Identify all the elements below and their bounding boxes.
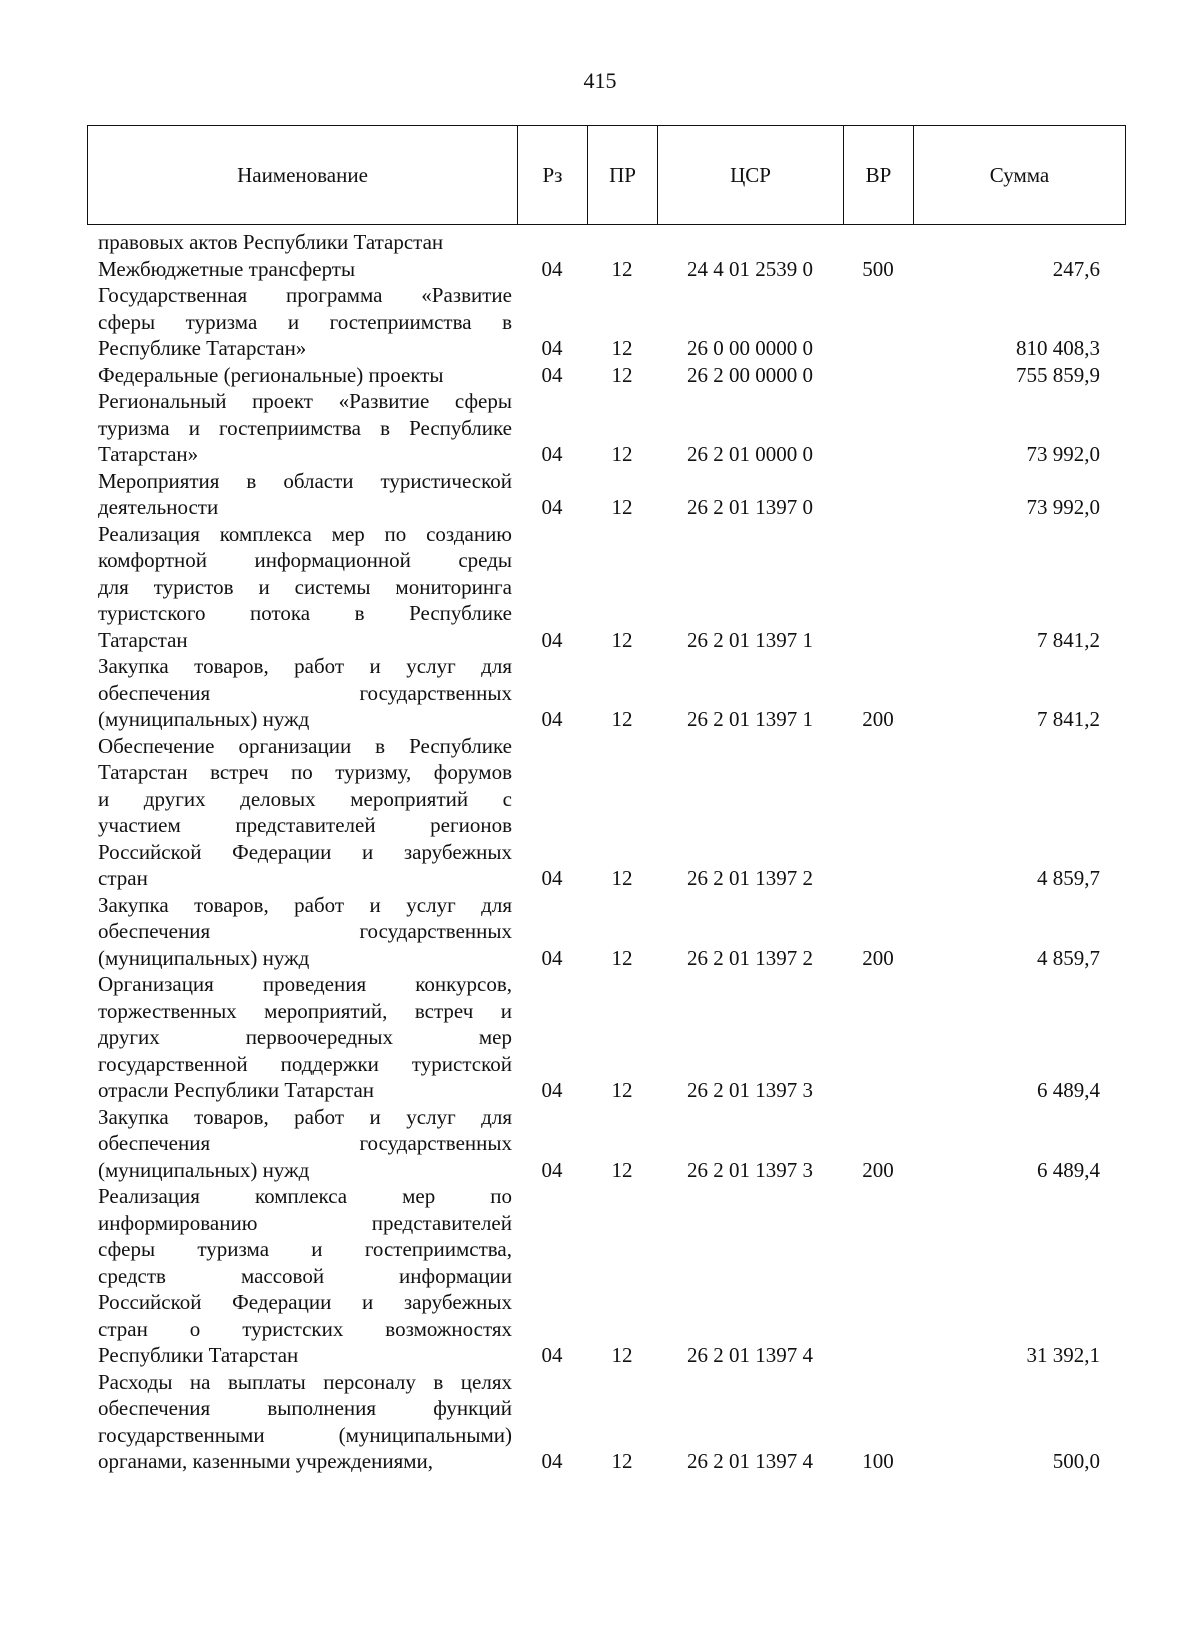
row-name-line: Татарстан [98,627,188,652]
table-header [87,125,1126,225]
row-name-line: правовых актов Республики Татарстан [98,230,444,254]
row-csr: 26 2 01 1397 0 [687,495,813,519]
row-name-line: (муниципальных) нужд [98,707,310,731]
row-sum: 4 859,7 [1037,945,1100,970]
row-name [87,229,517,256]
row-name-line: Реализация комплекса мер по созданию [98,521,512,546]
row-name-line: информированию представителей [98,1210,512,1235]
row-sum: 31 392,1 [1026,1343,1100,1367]
row-name [87,256,517,283]
row-name [87,1183,517,1369]
row-name [87,892,517,972]
row-sum: 73 992,0 [1026,495,1100,519]
row-sum: 755 859,9 [1016,362,1100,387]
row-csr: 26 2 01 1397 4 [687,1449,813,1473]
row-pr: 12 [611,945,633,970]
row-name [87,1104,517,1184]
row-name-line: Татарстан встреч по туризму, форумов [98,760,512,784]
row-name [87,971,517,1104]
row-csr: 26 2 01 0000 0 [687,442,813,466]
row-name-line: Государственная программа «Развитие [98,283,512,307]
row-csr: 26 2 00 0000 0 [687,362,813,387]
row-name-line: обеспечения выполнения функций [98,1396,512,1420]
row-pr: 12 [611,707,633,731]
header-vr: ВР [844,126,914,225]
row-sum: 73 992,0 [1026,442,1100,466]
row-rz: 04 [541,362,563,387]
table-row [87,1104,1125,1184]
table-row [87,282,1125,362]
row-pr: 12 [611,442,633,466]
row-pr: 12 [611,1078,633,1102]
row-csr: 26 2 01 1397 2 [687,866,813,890]
row-sum: 500,0 [1052,1449,1100,1473]
header-csr: ЦСР [658,126,844,225]
row-name-line: Реализация комплекса мер по [98,1184,512,1208]
table-row [87,468,1125,521]
row-name-line: государственной поддержки туристской [98,1051,512,1076]
row-rz: 04 [541,627,563,652]
row-name-line: Закупка товаров, работ и услуг для [98,1104,512,1129]
row-rz: 04 [541,442,563,466]
row-name-line: обеспечения государственных [98,1131,512,1155]
row-name-line: стран о туристских возможностях [98,1316,512,1341]
row-csr: 26 2 01 1397 2 [687,945,813,970]
row-name-line: Закупка товаров, работ и услуг для [98,892,512,917]
row-csr: 26 2 01 1397 1 [687,707,813,731]
header-pr: ПР [588,126,658,225]
row-name-line: органами, казенными учреждениями, [98,1449,434,1473]
row-sum: 810 408,3 [1016,336,1100,360]
row-csr: 26 2 01 1397 3 [687,1078,813,1102]
table-row [87,256,1125,283]
row-name-line: Региональный проект «Развитие сферы [98,389,512,413]
row-rz: 04 [541,707,563,731]
table-row [87,1183,1125,1369]
row-name-line: стран [98,866,148,890]
row-name-line: участием представителей регионов [98,813,512,837]
row-name [87,282,517,362]
row-pr: 12 [611,1449,633,1473]
row-sum: 7 841,2 [1037,707,1100,731]
row-name-line: Российской Федерации и зарубежных [98,1290,512,1314]
row-name-line: и других деловых мероприятий с [98,786,512,811]
table-row [87,733,1125,892]
row-sum: 6 489,4 [1037,1078,1100,1102]
row-name-line: Мероприятия в области туристической [98,468,512,493]
header-sum: Сумма [914,126,1126,225]
row-pr: 12 [611,1157,633,1182]
table-row [87,892,1125,972]
table-row [87,1369,1125,1475]
row-name-line: для туристов и системы мониторинга [98,574,512,599]
row-csr: 26 2 01 1397 3 [687,1157,813,1182]
row-rz: 04 [541,256,563,281]
row-sum: 7 841,2 [1037,627,1100,652]
row-sum: 6 489,4 [1037,1157,1100,1182]
row-pr: 12 [611,866,633,890]
row-name-line: туризма и гостеприимства в Республике [98,415,512,440]
row-rz: 04 [541,495,563,519]
row-rz: 04 [541,1449,563,1473]
table-row [87,521,1125,654]
row-pr: 12 [611,1343,633,1367]
row-rz: 04 [541,1078,563,1102]
row-pr: 12 [611,495,633,519]
row-name [87,733,517,892]
row-name-line: сферы туризма и гостеприимства в [98,309,512,334]
row-vr: 100 [862,1449,894,1473]
table-row [87,362,1125,389]
row-csr: 24 4 01 2539 0 [687,256,813,281]
page-number: 415 [583,68,617,93]
row-rz: 04 [541,1343,563,1367]
row-name-line: Закупка товаров, работ и услуг для [98,654,512,678]
row-vr: 200 [862,707,894,731]
row-rz: 04 [541,1157,563,1182]
row-name [87,388,517,468]
table-row [87,388,1125,468]
row-name-line: туристского потока в Республике [98,601,512,625]
header-name: Наименование [88,126,518,225]
row-csr: 26 2 01 1397 4 [687,1343,813,1367]
table-row [87,653,1125,733]
row-sum: 247,6 [1052,256,1100,281]
row-name-line: торжественных мероприятий, встреч и [98,998,512,1023]
row-name-line: Федеральные (региональные) проекты [98,362,444,387]
row-name-line: государственными (муниципальными) [98,1422,512,1447]
row-name-line: других первоочередных мер [98,1025,512,1049]
row-name [87,468,517,521]
row-name-line: (муниципальных) нужд [98,1157,310,1182]
row-name-line: Обеспечение организации в Республике [98,733,512,758]
header-rz: Рз [518,126,588,225]
row-name-line: сферы туризма и гостеприимства, [98,1237,512,1261]
row-pr: 12 [611,362,633,387]
row-name-line: (муниципальных) нужд [98,945,310,970]
row-csr: 26 0 00 0000 0 [687,336,813,360]
table-body [87,229,1125,1475]
row-name [87,1369,517,1475]
row-pr: 12 [611,256,633,281]
row-pr: 12 [611,627,633,652]
row-name-line: Расходы на выплаты персоналу в целях [98,1369,512,1394]
row-name [87,653,517,733]
row-name-line: Республике Татарстан» [98,336,307,360]
row-name-line: обеспечения государственных [98,919,512,943]
row-name-line: Российской Федерации и зарубежных [98,839,512,864]
row-name-line: деятельности [98,495,219,519]
row-name-line: Межбюджетные трансферты [98,256,356,281]
row-vr: 500 [862,256,894,281]
row-name-line: комфортной информационной среды [98,548,512,572]
row-rz: 04 [541,945,563,970]
row-name-line: Организация проведения конкурсов, [98,972,512,996]
row-rz: 04 [541,336,563,360]
row-name-line: средств массовой информации [98,1263,512,1288]
row-vr: 200 [862,945,894,970]
row-name-line: обеспечения государственных [98,680,512,705]
table-row [87,229,1125,256]
row-sum: 4 859,7 [1037,866,1100,890]
row-name [87,362,517,389]
row-name-line: Татарстан» [98,442,199,466]
row-name-line: Республики Татарстан [98,1343,299,1367]
row-name [87,521,517,654]
row-name-line: отрасли Республики Татарстан [98,1078,375,1102]
table-row [87,971,1125,1104]
row-pr: 12 [611,336,633,360]
row-vr: 200 [862,1157,894,1182]
row-csr: 26 2 01 1397 1 [687,627,813,652]
row-rz: 04 [541,866,563,890]
